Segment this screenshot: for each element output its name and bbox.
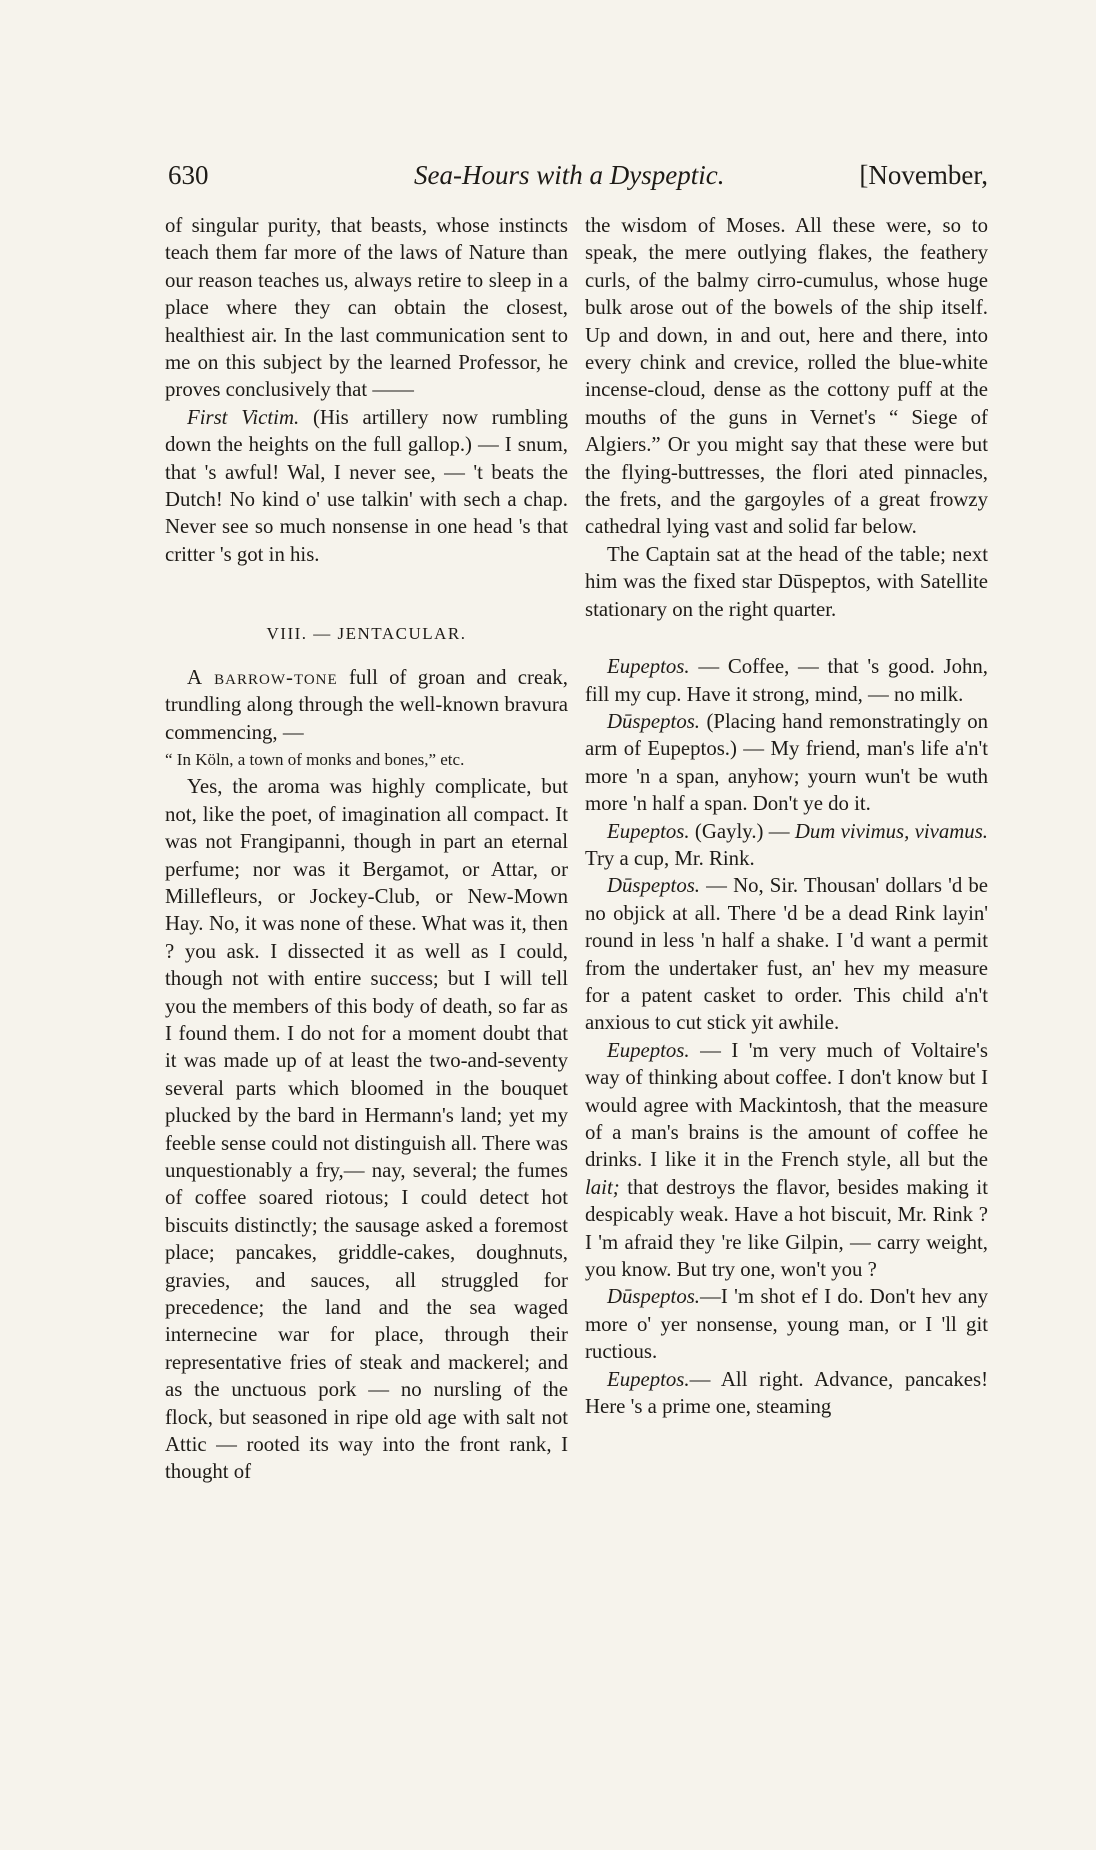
dialogue-paragraph bbox=[585, 708, 988, 818]
left-column bbox=[165, 212, 568, 1486]
dialogue-paragraph bbox=[585, 1037, 988, 1284]
speaker-name: Dūspeptos. bbox=[607, 1285, 701, 1309]
dialogue-text: — No, Sir. Thousan' dollars 'd be no objick at all. There 'd be a dead Rink layin' round in less 'n half a shake. I 'd want a permit from the undertaker fust, an' hev my measure for a patent casket to order. This child a'n't anxious to cut stick yit awhile. bbox=[585, 874, 988, 1035]
page-number: 630 bbox=[168, 160, 209, 190]
speaker-name: Eupeptos. bbox=[607, 1038, 690, 1062]
paragraph: the wisdom of Moses. All these were, so to speak, the mere outlying flakes, the feathery curls, of the balmy cirro-cumulus, whose huge bulk arose out of the bowels of the ship itself. Up and down, in and out, here and there, into every chink and crevice, rolled the blue-white incense-cloud, dense as the cottony puff at the mouths of the guns in Vernet's “ Siege of Algiers.” Or you might say that these were but the flying-buttresses, the flori ated pinnacles, the frets, and the gargoyles of a great frowzy cathedral lying vast and solid far below. bbox=[585, 214, 988, 539]
paragraph: Yes, the aroma was highly complicate, but not, like the poet, of imagination all compact. It was not Frangipanni, though in part an eternal perfume; nor was it Bergamot, or Attar, or Millefleurs, or Jockey-Club, or New-Mown Hay. No, it was none of these. What was it, then ? you ask. I dissected it as well as I could, though not with entire success; but I will tell you the members of this body of death, so far as I found them. I do not for a moment doubt that it was made up of at least the two-and-seventy several parts which bloomed in the bouquet plucked by the bard in Hermann's land; yet my feeble sense could not distinguish all. There was unquestionably a fry,— nay, several; the fumes of coffee soared riotous; I could detect hot biscuits distinctly; the sausage asked a foremost place; pancakes, griddle-cakes, doughnuts, gravies, and sauces, all struggled for precedence; the land and the sea waged internecine war for place, through their representative fries of steak and mackerel; and as the unctuous pork — no nursling of the flock, but seasoned in ripe old age with salt not Attic — rooted its way into the front rank, I thought of bbox=[165, 775, 568, 1484]
block-quote: “ In Köln, a town of monks and bones,” etc. bbox=[165, 749, 465, 769]
latin-phrase: Dum vivimus, vivamus. bbox=[794, 819, 988, 843]
right-column bbox=[585, 212, 988, 1420]
speaker-name: First Victim. bbox=[187, 405, 300, 429]
dialogue-text: Try a cup, Mr. Rink. bbox=[585, 846, 755, 870]
running-header bbox=[168, 160, 988, 200]
dialogue-paragraph bbox=[585, 653, 988, 708]
paragraph bbox=[165, 664, 568, 746]
paragraph-text: full of groan and creak, trundling along through the well-known bravura commencing, — bbox=[165, 665, 568, 744]
section-heading: VIII. — JENTACULAR. bbox=[266, 624, 467, 644]
paragraph: The Captain sat at the head of the table; next him was the fixed star Dūspeptos, with Satellite stationary on the right quarter. bbox=[585, 542, 988, 621]
dialogue-paragraph bbox=[585, 818, 988, 873]
speaker-name: Dūspeptos. bbox=[607, 874, 701, 898]
dialogue-text: (Placing hand remonstratingly on arm of Eupeptos.) — My friend, man's life a'n't more 'n a span, anyhow; yourn wun't be wuth more 'n half a span. Don't ye do it. bbox=[585, 709, 988, 816]
speaker-name: Eupeptos. bbox=[607, 1367, 690, 1391]
running-month: [November, bbox=[859, 160, 988, 190]
dialogue-paragraph bbox=[585, 1283, 988, 1365]
speaker-name: Eupeptos. bbox=[607, 655, 690, 679]
running-title: Sea-Hours with a Dyspeptic. bbox=[414, 160, 725, 190]
dialogue-paragraph bbox=[585, 872, 988, 1036]
speaker-name: Eupeptos. bbox=[607, 819, 690, 843]
dialogue-text: (His artillery now rumbling down the heights on the full gallop.) — I snum, that 's awful! Wal, I never see, — 't beats the Dutch! No kind o' use talkin' with sech a chap. Never see so much nonsense in one head 's that critter 's got in his. bbox=[165, 405, 568, 566]
dialogue-text: — I 'm very much of Voltaire's way of thinking about coffee. I don't know but I would agree with Mackintosh, that the measure of a man's brains is the amount of coffee he drinks. I like it in the French style, all but the bbox=[585, 1038, 988, 1172]
dialogue-text: —I 'm shot ef I do. Don't hev any more o' yer nonsense, young man, or I 'll git ructious. bbox=[585, 1285, 988, 1364]
paragraph: of singular purity, that beasts, whose instincts teach them far more of the laws of Nature than our reason teaches us, always retire to sleep in a place where they can obtain the closest, healthiest air. In the last communication sent to me on this subject by the learned Professor, he proves conclusively that —— bbox=[165, 214, 568, 402]
french-word: lait; bbox=[585, 1175, 620, 1199]
speaker-name: Dūspeptos. bbox=[607, 709, 701, 733]
dialogue-text: — Coffee, — that 's good. John, fill my cup. Have it strong, mind, — no milk. bbox=[585, 655, 988, 706]
dialogue-paragraph bbox=[585, 1366, 988, 1421]
spacer bbox=[585, 623, 988, 653]
dialogue-text: that destroys the flavor, besides making it despicably weak. Have a hot biscuit, Mr. Rink ? I 'm afraid they 're like Gilpin, — carry weight, you know. But try one, won't you ? bbox=[585, 1175, 988, 1282]
lead-words: A barrow-tone bbox=[187, 665, 338, 689]
dialogue-paragraph bbox=[165, 404, 568, 568]
dialogue-text: (Gayly.) — bbox=[689, 819, 795, 843]
dialogue-text: — All right. Advance, pancakes! Here 's a prime one, steaming bbox=[585, 1367, 988, 1419]
